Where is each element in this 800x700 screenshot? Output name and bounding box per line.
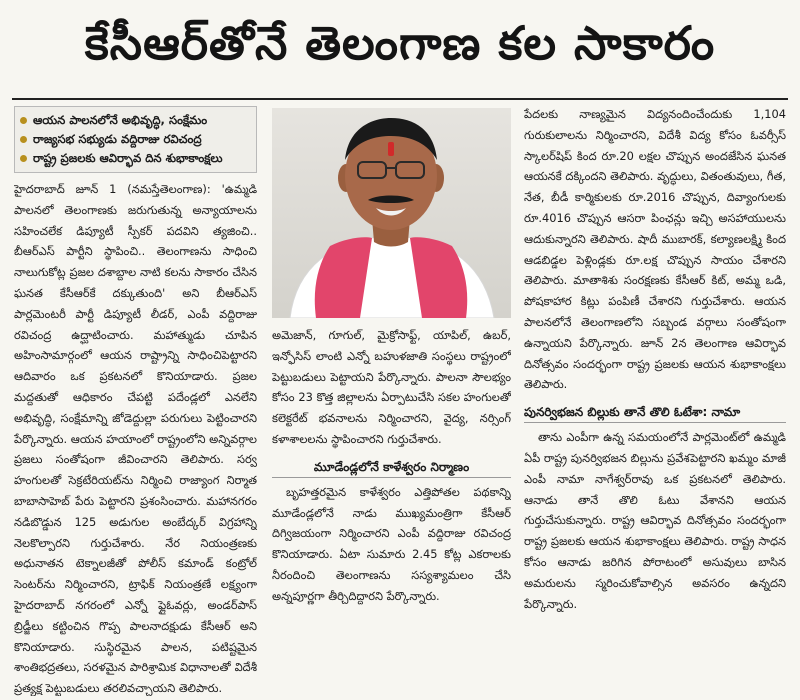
highlight-item [20, 111, 251, 130]
article-column-2 [272, 325, 511, 696]
subheading: పునర్విభజన బిల్లుకు తానే తొలి ఓటేశా: నామా [524, 402, 786, 423]
bullet-icon [20, 136, 27, 143]
highlight-text: రాజ్యసభ సభ్యుడు వద్దిరాజు రవిచంద్ర [33, 132, 202, 146]
article-column-1 [14, 106, 257, 696]
portrait-photo [272, 108, 511, 318]
highlight-item [20, 149, 251, 168]
highlight-item [20, 130, 251, 149]
article-text: హైదరాబాద్ జూన్ 1 (నమస్తేతెలంగాణ): 'ఉమ్మడి పాలనలో తెలంగాణకు జరుగుతున్న అన్యాయాలను సహించలేక డిప్యూటీ స్పీకర్ పదవిని త్యజించి.. బీఆర్ఎస్ పార్టీని స్థాపించి.. తెలంగాణను సాధించి నాలుగుకోట్ల ప్రజల దశాబ్దాల నాటి కలను సాకారం చేసిన ఘనత కేసీఆర్‌కే దక్కుతుంది' అని బీఆర్ఎస్ పార్లమెంటరీ పార్టీ డిప్యూటీ లీడర్, ఎంపీ వద్దిరాజు రవిచంద్ర ఉద్ఘాటించారు. మహాత్ముడు చూపిన అహింసామార్గంలో ఆయన రాష్ట్రాన్ని సాధించిపెట్టారని ఆదివారం ఒక ప్రకటనలో కొనియాడారు. ప్రజల మద్దతుతో ఆధికారం చేపట్టి పదేండ్లలో ఎనలేని అభివృద్ధి, సంక్షేమాన్ని జోడెద్దుల్లా పరుగులు పెట్టించారని పేర్కొన్నారు. ఆయన హయాంలో రాష్ట్రంలోని అన్నివర్గాల ప్రజలు సంతోషంగా జీవించారని తెలిపారు. సర్వ హంగులతో సెక్రటేరియట్‌ను నిర్మించి రాజ్యాంగ నిర్మాత బాబాసాహెబ్ పేరు పెట్టారని ప్రశంసించారు. మహానగరం నడిబొడ్డున 125 అడుగుల అంబేద్కర్ విగ్రహాన్ని నెలకొల్పారని గుర్తుచేశారు. నేర నియంత్రణకు అధునాతన టెక్నాలజీతో పోలీస్ కమాండ్ కంట్రోల్ సెంటర్‌ను నిర్మించారని, ట్రాఫిక్ నియంత్రణే లక్ష్యంగా హైదరాబాద్ నగరంలో ఎన్నో ఫ్లైఓవర్లు, అండర్‌పాస్ బ్రిడ్జీలు కట్టించిన గొప్ప పాలనాదక్షుడు కేసీఆర్ అని కొనియాడారు. సుస్థిరమైన పాలన, పటిష్టమైన శాంతిభద్రతలు, సరళమైన పారిశ్రామిక విధానాలతో విదేశీ ప్రత్యక్ష పెట్టుబడులు తరలివచ్చాయని తెలిపారు. [14, 182, 257, 696]
article-column-3 [524, 104, 786, 696]
article-text: అమెజాన్, గూగుల్, మైక్రోసాఫ్ట్, యాపిల్, ఉబర్, ఇన్ఫోసిస్ లాంటి ఎన్నో బహుళజాతి సంస్థలు రాష్ట్రంలో పెట్టుబడులు పెట్టాయని పేర్కొన్నారు. పాలనా సౌలభ్యం కోసం 23 కొత్త జిల్లాలను ఏర్పాటుచేసి సకల హంగులతో కలెక్టరేట్ భవనాలను నిర్మించారని, వైద్య, నర్సింగ్ కళాశాలలను స్థాపించారని గుర్తుచేశారు. [272, 328, 511, 446]
article-text: పేదలకు నాణ్యమైన విద్యనందించేందుకు 1,104 గురుకులాలను నిర్మించారని, విదేశీ విద్య కోసం ఓవర్సీస్ స్కాలర్‌షిప్ కింద రూ.20 లక్షల చొప్పున అందజేసిన ఘనత ఆయనకే దక్కిందని తెలిపారు. వృద్ధులు, వితంతువులు, గీత, నేత, బీడీ కార్మికులకు రూ.2016 చొప్పున, దివ్యాంగులకు రూ.4016 చొప్పున ఆసరా పింఛన్లు ఇచ్చి అసహాయులను ఆదుకున్నారని తెలిపారు. షాదీ ముబారక్, కల్యాణలక్ష్మి కింద ఆడబిడ్డల పెళ్లిండ్లకు రూ.లక్ష చొప్పున సాయం చేశారని తెలిపారు. మాతాశిశు సంరక్షణకు కేసీఆర్ కిట్, అమ్మ ఒడి, పోషకాహార కిట్లు పంపిణీ చేశారని గుర్తుచేశారు. ఆయన పాలనలోనే తెలంగాణలోని సబ్బండ వర్గాలు సంతోషంగా ఉన్నాయని పేర్కొన్నారు. జూన్ 2న తెలంగాణ ఆవిర్భావ దినోత్సవం సందర్భంగా రాష్ట్ర ప్రజలకు ఆయన శుభాకాంక్షలు తెలిపారు. [524, 107, 786, 392]
highlights-box [14, 106, 257, 173]
portrait-illustration [272, 108, 511, 318]
headline: కేసీఆర్‌తోనే తెలంగాణ కల సాకారం [84, 16, 716, 70]
headline-rule [12, 98, 788, 100]
bullet-icon [20, 117, 27, 124]
highlight-text: ఆయన పాలనలోనే అభివృద్ధి, సంక్షేమం [33, 113, 208, 127]
bullet-icon [20, 155, 27, 162]
article-text: బృహత్తరమైన కాళేశ్వరం ఎత్తిపోతల పథకాన్ని మూడేండ్లలోనే నాడు ముఖ్యమంత్రిగా కేసీఆర్ దిగ్విజయంగా నిర్మించారని ఎంపీ వద్దిరాజు రవిచంద్ర కొనియాడారు. ఏటా సుమారు 2.45 కోట్ల ఎకరాలకు నీరందించి తెలంగాణను సస్యశ్యామలం చేసి అన్నపూర్ణగా తీర్చిదిద్దారని పేర్కొన్నారు. [272, 484, 511, 603]
subheading: మూడేండ్లలోనే కాళేశ్వరం నిర్మాణం [272, 457, 511, 478]
article-text: తాను ఎంపీగా ఉన్న సమయంలోనే పార్లమెంట్‌లో ఉమ్మడి ఏపీ రాష్ట్ర పునర్విభజన బిల్లును ప్రవేశపెట్టారని ఖమ్మం మాజీ ఎంపీ నామా నాగేశ్వర్‌రావు ఒక ప్రకటనలో తెలిపారు. ఆనాడు తానే తొలి ఓటు వేశానని ఆయన గుర్తుచేసుకున్నారు. రాష్ట్ర ఆవిర్భావ దినోత్సవం సందర్భంగా రాష్ట్ర ప్రజలకు ఆయన శుభాకాంక్షలు తెలిపారు. రాష్ట్ర సాధన కోసం ఆనాడు జరిగిన పోరాటంలో అసువులు బాసిన అమరులను స్మరించుకోవాల్సిన అవసరం ఉన్నదని పేర్కొన్నారు. [524, 430, 786, 611]
highlight-text: రాష్ట్ర ప్రజలకు ఆవిర్భావ దిన శుభాకాంక్షలు [33, 151, 223, 165]
